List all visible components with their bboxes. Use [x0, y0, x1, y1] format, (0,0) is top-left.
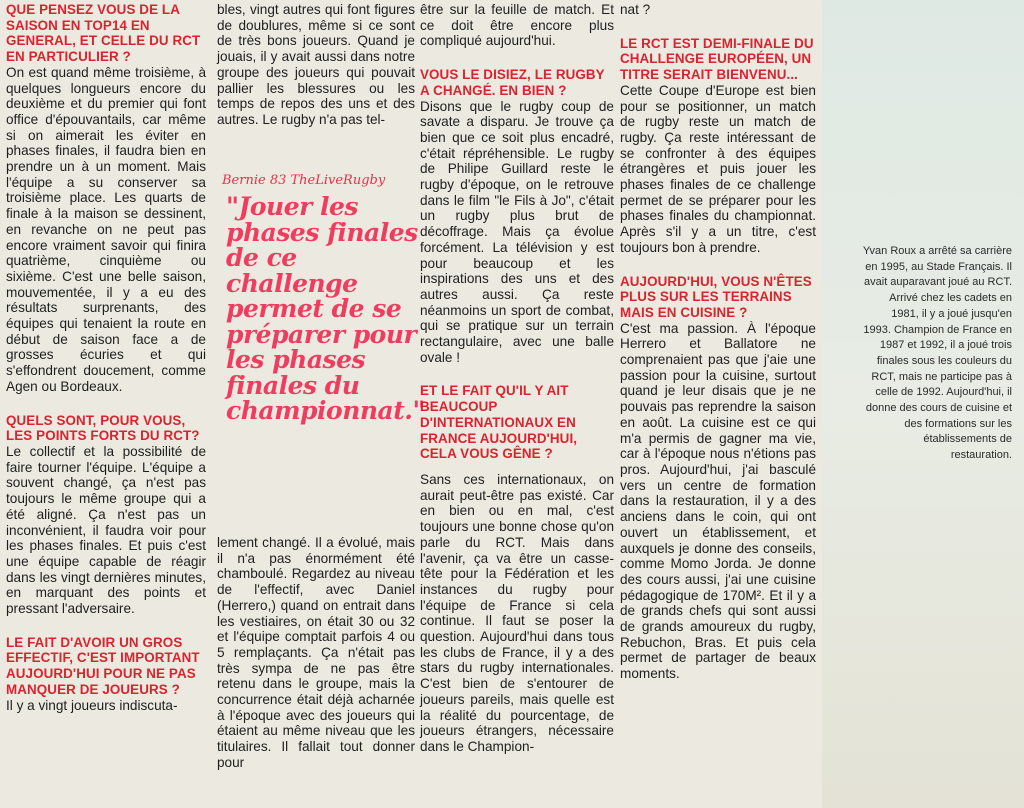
- answer-paragraph: bles, vingt autres qui font figures de doublures, même si ce sont de très bons joueurs. Quand je jouais, il y avait aussi dans notre groupe des joueurs qui pouvait pallier les blessures ou les temps de repos des uns et des autres. Le rugby n'a pas tel-: [217, 2, 415, 127]
- answer-paragraph: Cette Coupe d'Europe est bien pour se positionner, un match de rugby reste un match de rugby. Ça reste intéressant de se confronter à des équipes étrangères et puis jouer les phases finales de ce challenge permet de se préparer pour les phases finales du championnat. Après s'il y a un titre, c'est toujours bon à prendre.: [620, 82, 816, 255]
- question-heading: LE FAIT D'AVOIR UN GROS EFFECTIF, C'EST IMPORTANT AUJOURD'HUI POUR NE PAS MANQUER DE JOUEURS ?: [6, 634, 200, 697]
- pull-quote: "Jouer les phases finales de ce challenge permet de se préparer pour les phases finales du championnat.": [226, 192, 426, 425]
- answer-paragraph: Sans ces internationaux, on aurait peut-être pas existé. Car en bien ou en mal, c'est toujours une bonne chose qu'on parle du RCT. Mais dans l'avenir, ça va être un casse-tête pour la Fédération et les instances du rugby pour l'équipe de France si cela continue. Il faut se poser la question. Aujourd'hui dans tous les clubs de France, il y a des stars du rugby internationales. C'est bien de s'entourer de joueurs pareils, mais quelle est la réalité du pourcentage, de joueurs étrangers, nécessaire dans le Champion-: [420, 471, 614, 754]
- answer-paragraph: Disons que le rugby coup de savate a disparu. Je trouve ça bien que ce soit plus encadré, c'était répréhensible. Le rugby de Philipe Guillard reste le rugby d'époque, on le retrouve dans le film "le Fils à Jo", c'était un rugby plus brut de décoffrage. Mais ça évolue forcément. La télévision y est pour beaucoup et les inspirations des uns et des autres aussi. Ça reste néanmoins un sport de combat, qui se pratique sur un terrain rectangulaire, avec une balle ovale !: [420, 98, 614, 365]
- photo-credit: Bernie 83 TheLiveRugby: [222, 173, 386, 188]
- answer-paragraph: être sur la feuille de match. Et ce doit être encore plus compliqué aujourd'hui.: [420, 2, 614, 49]
- question-heading: AUJOURD'HUI, VOUS N'ÊTES PLUS SUR LES TERRAINS MAIS EN CUISINE ?: [620, 273, 812, 320]
- question-heading: ET LE FAIT QU'IL Y AIT BEAUCOUP D'INTERNATIONAUX EN FRANCE AUJOURD'HUI, CELA VOUS GÊNE ?: [420, 383, 578, 462]
- answer-paragraph: nat ?: [620, 2, 651, 17]
- question-heading: LE RCT EST DEMI-FINALE DU CHALLENGE EUROPÉEN, UN TITRE SERAIT BIENVENU...: [620, 35, 814, 83]
- answer-paragraph: C'est ma passion. À l'époque Herrero et Ballatore ne comprenaient pas que j'aie une passion pour la cuisine, surtout quand je leur disais que je ne pouvais pas reprendre la saison en août. La cuisine est ce qui m'a permis de gagner ma vie, car à l'époque nous n'étions pas pros. Aujourd'hui, j'ai basculé vers un centre de formation dans la restauration, il y a des anciens dans le coin, qui ont ouvert un établissement, et auxquels je donne des conseils, comme Momo Jorda. Je donne des cours aussi, j'ai une cuisine pédagogique de 170M². Et il y a de grands chefs qui sont aussi de grands amoureux du rugby, Rebuchon, Bras. Et puis cela permet de partager de beaux moments.: [620, 320, 816, 682]
- article-column-4: [620, 2, 816, 682]
- answer-paragraph: On est quand même troisième, à quelques longueurs encore du deuxième et du premier qui font office d'épouvantails, car même si on aimerait les éviter en phases finales, il faudra bien en prendre un à un moment. Mais l'équipe a su conserver sa troisième place. Les quarts de finale à la maison se dessinent, en revanche on ne peut pas encore vraiment savoir qui finira quatrième, cinquième ou sixième. C'est une belle saison, mouvementée, il y a eu des résultats surprenants, des équipes qui tenaient la route en début de saison face a de grosses écuries et qui s'effondrent doucement, comme Agen ou Bordeaux.: [6, 64, 206, 394]
- article-column-2-continued: [217, 535, 415, 771]
- answer-paragraph: Le collectif et la possibilité de faire tourner l'équipe. L'équipe a souvent changé, ça n'est pas toujours le même groupe qui a été aligné. Ça n'est pas un inconvénient, il faudra voir pour les phases finales. Et puis c'est une équipe capable de réagir dans les vingt dernières minutes, en marquant des points et pressant l'adversaire.: [6, 443, 206, 617]
- question-heading: QUE PENSEZ VOUS DE LA SAISON EN TOP14 EN GENERAL, ET CELLE DU RCT EN PARTICULIER ?: [6, 2, 201, 65]
- article-column-1: [6, 2, 206, 713]
- article-column-3: [420, 2, 614, 755]
- answer-paragraph: Il y a vingt joueurs indiscuta-: [6, 697, 178, 713]
- answer-paragraph: lement changé. Il a évolué, mais il n'a pas énormément été chamboulé. Regardez au niveau de l'effectif, avec Daniel (Herrero,) quand on entrait dans les vestiaires, on était 30 ou 32 et l'équipe comptait parfois 4 ou 5 remplaçants. Ça n'était pas très sympa de ne pas être retenu dans le groupe, mais la concurrence était déjà acharnée à l'époque avec des joueurs qui étaient au même niveau que les titulaires. Il fallait tout donner pour: [217, 535, 415, 770]
- article-column-2: [217, 2, 415, 128]
- question-heading: VOUS LE DISIEZ, LE RUGBY A CHANGÉ. EN BIEN ?: [420, 67, 605, 98]
- question-heading: QUELS SONT, POUR VOUS, LES POINTS FORTS DU RCT?: [6, 412, 200, 444]
- photo-caption: Yvan Roux a arrêté sa carrière en 1995, au Stade Français. Il avait auparavant joué au RCT. Arrivé chez les cadets en 1981, il y a joué jusqu'en 1993. Champion de France en 1987 et 1992, il a joué trois finales sous les couleurs du RCT, mais ne participe pas à celle de 1992. Aujourd'hui, il donne des cours de cuisine et des formations sur les établissements de restauration.: [862, 245, 1012, 462]
